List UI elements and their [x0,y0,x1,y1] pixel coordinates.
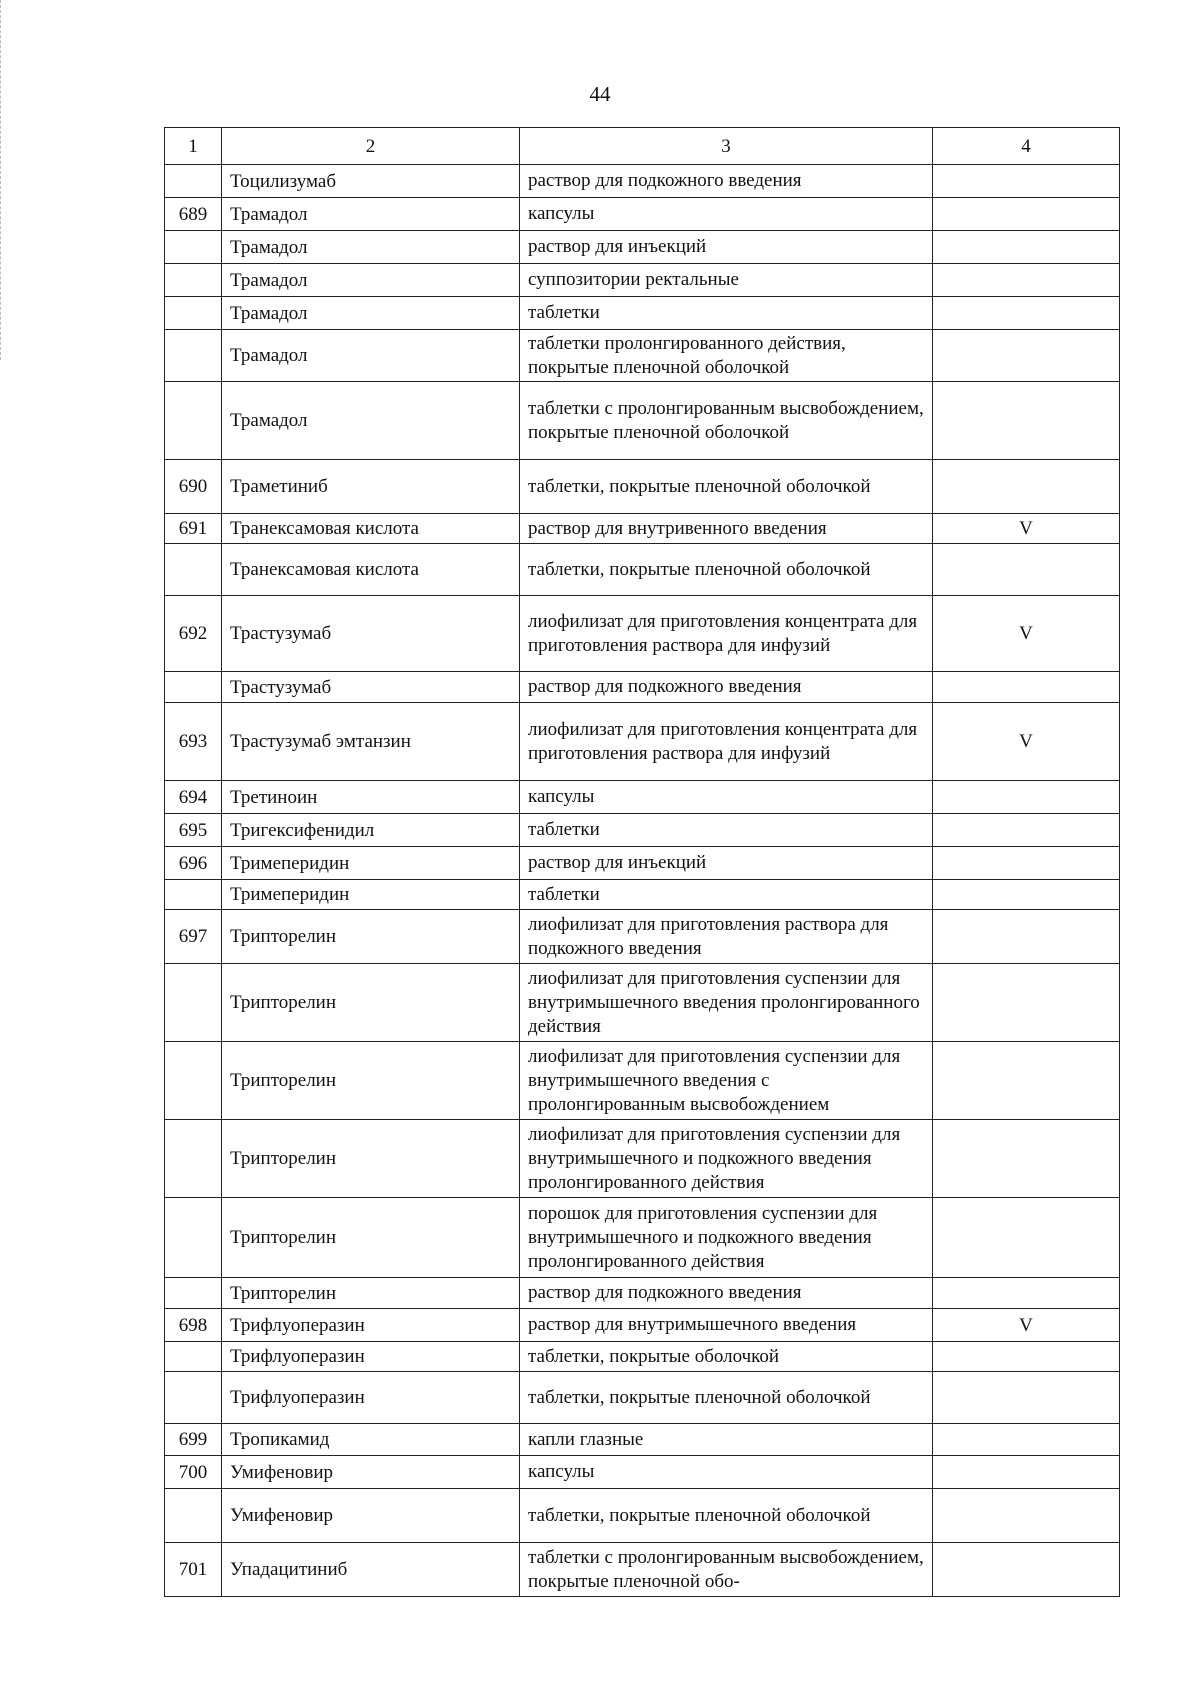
medicine-name: Умифеновир [222,1489,520,1543]
vital-mark [933,847,1120,880]
table-row [165,596,1120,672]
medicine-name: Трамадол [222,297,520,330]
medicine-name: Тримеперидин [222,847,520,880]
table-row [165,814,1120,847]
vital-mark: V [933,703,1120,781]
medicine-name: Трастузумаб эмтанзин [222,703,520,781]
dosage-form: раствор для подкожного введения [520,165,933,198]
table-row [165,964,1120,1042]
table-row [165,514,1120,544]
row-number [165,165,222,198]
table-row [165,264,1120,297]
vital-mark [933,814,1120,847]
medicine-name: Трипторелин [222,1120,520,1198]
row-number [165,1342,222,1372]
table-row [165,1278,1120,1309]
row-number: 697 [165,910,222,964]
vital-mark [933,1120,1120,1198]
dosage-form: лиофилизат для приготовления суспензии для внутримышечного введения с пролонгированным высвобождением [520,1042,933,1120]
dosage-form: таблетки с пролонгированным высвобождением, покрытые пленочной обо- [520,1543,933,1597]
table-row [165,880,1120,910]
dosage-form: лиофилизат для приготовления суспензии для внутримышечного введения пролонгированного действия [520,964,933,1042]
table-row [165,1198,1120,1278]
vital-mark [933,231,1120,264]
table-row [165,672,1120,703]
table-row [165,231,1120,264]
row-number [165,1278,222,1309]
medicine-name: Трифлуоперазин [222,1342,520,1372]
medicine-name: Упадацитиниб [222,1543,520,1597]
medicine-name: Трипторелин [222,1198,520,1278]
row-number [165,880,222,910]
dosage-form: раствор для подкожного введения [520,672,933,703]
row-number: 701 [165,1543,222,1597]
medicine-name: Тропикамид [222,1424,520,1456]
dosage-form: капли глазные [520,1424,933,1456]
table-row [165,781,1120,814]
table-row [165,847,1120,880]
row-number [165,1042,222,1120]
medicine-name: Трамадол [222,198,520,231]
dosage-form: таблетки, покрытые пленочной оболочкой [520,460,933,514]
vital-mark [933,1278,1120,1309]
medicine-name: Умифеновир [222,1456,520,1489]
medicine-name: Третиноин [222,781,520,814]
vital-mark: V [933,596,1120,672]
table-row [165,1042,1120,1120]
row-number [165,544,222,596]
vital-mark [933,781,1120,814]
medicine-name: Трамадол [222,264,520,297]
table-row [165,1342,1120,1372]
table-row [165,1543,1120,1597]
vital-mark [933,544,1120,596]
dosage-form: лиофилизат для приготовления концентрата для приготовления раствора для инфузий [520,703,933,781]
dosage-form: суппозитории ректальные [520,264,933,297]
row-number [165,231,222,264]
table-row [165,198,1120,231]
table-row [165,1309,1120,1342]
medicine-name: Тоцилизумаб [222,165,520,198]
dosage-form: капсулы [520,1456,933,1489]
dosage-form: лиофилизат для приготовления суспензии для внутримышечного и подкожного введения пролонгированного действия [520,1120,933,1198]
table-row [165,1489,1120,1543]
dosage-form: порошок для приготовления суспензии для внутримышечного и подкожного введения пролонгированного действия [520,1198,933,1278]
vital-mark [933,297,1120,330]
table-row [165,1424,1120,1456]
medicine-name: Трастузумаб [222,672,520,703]
medicine-name: Трамадол [222,330,520,382]
row-number: 698 [165,1309,222,1342]
vital-mark [933,1342,1120,1372]
medicine-name: Трифлуоперазин [222,1372,520,1424]
vital-mark [933,1198,1120,1278]
vital-mark [933,165,1120,198]
dosage-form: таблетки [520,297,933,330]
dosage-form: капсулы [520,781,933,814]
vital-mark [933,330,1120,382]
column-header-2: 2 [222,128,520,165]
vital-mark [933,910,1120,964]
vital-mark [933,1543,1120,1597]
vital-mark [933,382,1120,460]
row-number [165,1372,222,1424]
dosage-form: раствор для подкожного введения [520,1278,933,1309]
medicine-name: Трамадол [222,231,520,264]
row-number [165,264,222,297]
column-header-3: 3 [520,128,933,165]
dosage-form: раствор для инъекций [520,231,933,264]
dosage-form: таблетки пролонгированного действия, покрытые пленочной оболочкой [520,330,933,382]
medicine-name: Тригексифенидил [222,814,520,847]
dosage-form: таблетки, покрытые пленочной оболочкой [520,1372,933,1424]
row-number [165,1489,222,1543]
dosage-form: таблетки, покрытые пленочной оболочкой [520,1489,933,1543]
vital-mark [933,880,1120,910]
dosage-form: капсулы [520,198,933,231]
vital-mark [933,1042,1120,1120]
row-number [165,964,222,1042]
table-row [165,703,1120,781]
row-number [165,672,222,703]
vital-mark [933,1424,1120,1456]
vital-mark [933,264,1120,297]
dosage-form: лиофилизат для приготовления раствора для подкожного введения [520,910,933,964]
row-number: 689 [165,198,222,231]
vital-mark [933,1489,1120,1543]
medicine-name: Трипторелин [222,1278,520,1309]
medicine-name: Траметиниб [222,460,520,514]
table-row [165,1372,1120,1424]
row-number: 699 [165,1424,222,1456]
vital-mark: V [933,1309,1120,1342]
medicine-name: Трастузумаб [222,596,520,672]
row-number [165,330,222,382]
medicine-name: Тримеперидин [222,880,520,910]
table-row [165,544,1120,596]
dosage-form: таблетки, покрытые оболочкой [520,1342,933,1372]
medicine-name: Трипторелин [222,1042,520,1120]
row-number: 693 [165,703,222,781]
table-row [165,910,1120,964]
row-number [165,1198,222,1278]
row-number: 696 [165,847,222,880]
row-number: 694 [165,781,222,814]
medicine-name: Трифлуоперазин [222,1309,520,1342]
vital-mark: V [933,514,1120,544]
scan-edge [0,0,3,360]
column-header-1: 1 [165,128,222,165]
medicine-name: Трамадол [222,382,520,460]
vital-mark [933,1456,1120,1489]
dosage-form: раствор для внутримышечного введения [520,1309,933,1342]
table-row [165,330,1120,382]
dosage-form: таблетки с пролонгированным высвобождением, покрытые пленочной оболочкой [520,382,933,460]
table-row [165,1120,1120,1198]
dosage-form: раствор для внутривенного введения [520,514,933,544]
row-number: 691 [165,514,222,544]
row-number: 690 [165,460,222,514]
vital-mark [933,198,1120,231]
vital-mark [933,964,1120,1042]
row-number: 692 [165,596,222,672]
row-number: 695 [165,814,222,847]
medicine-name: Трипторелин [222,964,520,1042]
row-number [165,297,222,330]
dosage-form: лиофилизат для приготовления концентрата для приготовления раствора для инфузий [520,596,933,672]
table-row [165,165,1120,198]
table-body [165,165,1120,1597]
table-row [165,460,1120,514]
column-header-4: 4 [933,128,1120,165]
header-row [165,128,1120,165]
vital-mark [933,672,1120,703]
vital-mark [933,1372,1120,1424]
row-number: 700 [165,1456,222,1489]
dosage-form: таблетки [520,880,933,910]
medicine-name: Трипторелин [222,910,520,964]
medicine-name: Транексамовая кислота [222,544,520,596]
page-number: 44 [589,82,611,106]
dosage-form: таблетки [520,814,933,847]
row-number [165,1120,222,1198]
dosage-form: таблетки, покрытые пленочной оболочкой [520,544,933,596]
row-number [165,382,222,460]
table-row [165,382,1120,460]
table-row [165,297,1120,330]
table-row [165,1456,1120,1489]
medicines-table [164,127,1120,1597]
vital-mark [933,460,1120,514]
medicine-name: Транексамовая кислота [222,514,520,544]
dosage-form: раствор для инъекций [520,847,933,880]
